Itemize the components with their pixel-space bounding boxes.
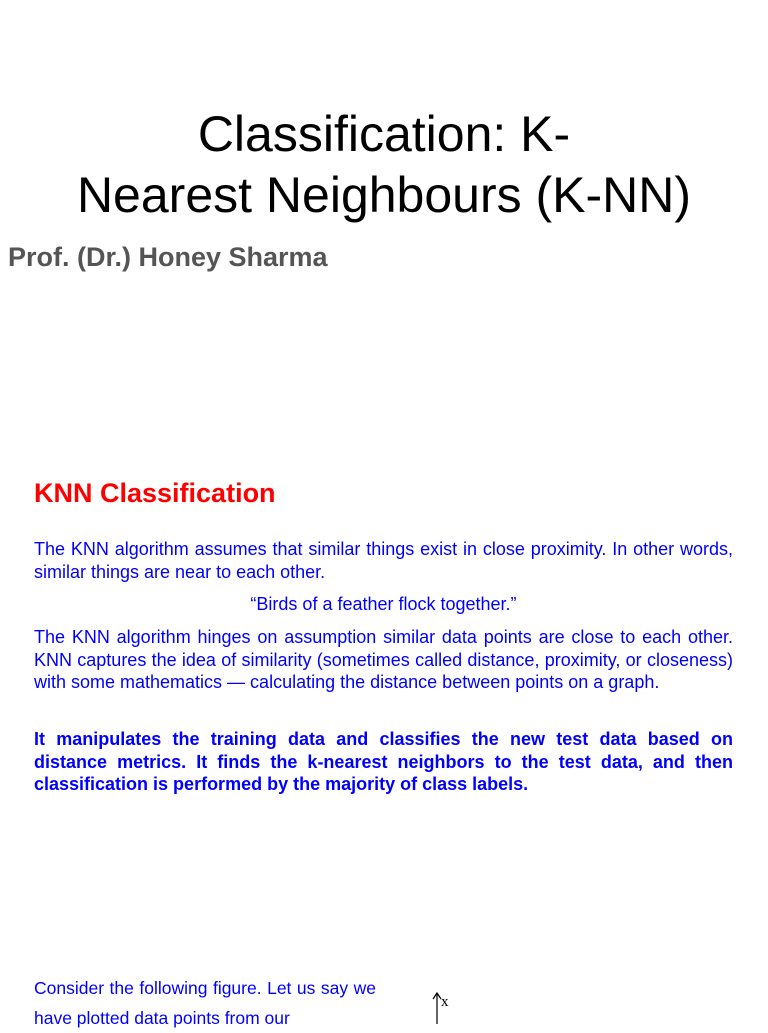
quote: “Birds of a feather flock together.” [250,594,517,614]
page-title [0,104,768,226]
paragraph-intro: The KNN algorithm assumes that similar things exist in close proximity. In other words, similar things are near to each other. [34,539,733,582]
title-line-1: Classification: K- [197,106,571,162]
axis-label: x [441,994,449,1010]
author-name: Prof. (Dr.) Honey Sharma [8,242,328,272]
section-heading: KNN Classification [34,478,276,508]
paragraph-figure-intro: Consider the following figure. Let us say we have plotted data points from our [34,978,376,1028]
paragraph-method: It manipulates the training data and classifies the new test data based on distance metrics. It finds the k-nearest neighbors to the test data, and then classification is performed by the majority of class labels. [34,729,733,794]
title-line-2: Nearest Neighbours (K-NN) [76,167,692,223]
paragraph-assumption: The KNN algorithm hinges on assumption similar data points are close to each other. KNN captures the idea of similarity (sometimes called distance, proximity, or closeness) with some mathematics — calculating the distance between points on a graph. [34,627,733,692]
figure-axis [424,988,464,1024]
